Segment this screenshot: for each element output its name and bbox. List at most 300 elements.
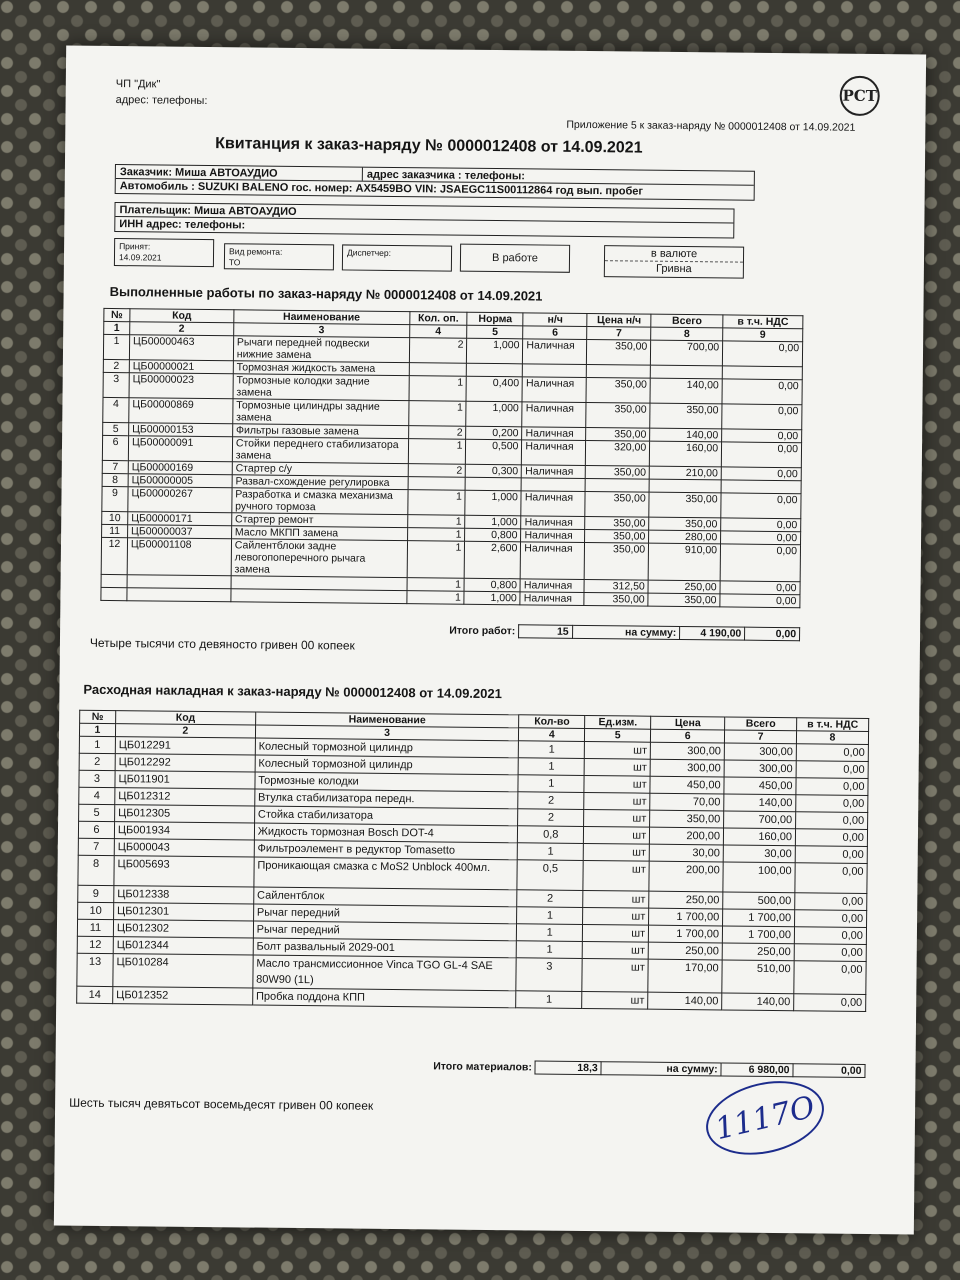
materials-cell: ЦБ012338 (114, 886, 254, 904)
works-cell: 0,300 (466, 464, 522, 478)
materials-cell: 0,00 (794, 994, 866, 1012)
works-cell: 0,800 (464, 578, 520, 592)
works-header-number-cell: 8 (651, 327, 723, 341)
repair-type-label: Вид ремонта: (229, 246, 283, 257)
materials-cell: ЦБ010284 (113, 954, 253, 988)
materials-cell: Проникающая смазка с MoS2 Unblock 400мл. (254, 857, 518, 890)
works-cell: 2 (409, 338, 467, 364)
works-cell (101, 587, 127, 600)
works-cell: 0,00 (722, 404, 802, 430)
works-cell: Наличная (520, 592, 584, 606)
works-cell: 1 (407, 528, 465, 542)
materials-cell: ЦБ011901 (115, 771, 255, 789)
materials-cell: шт (585, 741, 651, 759)
status-box (460, 244, 570, 273)
materials-cell: 300,00 (650, 759, 724, 777)
materials-cell: Жидкость тормозная Bosch DOT-4 (254, 823, 518, 843)
materials-cell: шт (583, 860, 649, 891)
materials-cell: ЦБ000043 (114, 839, 254, 857)
works-cell (467, 363, 523, 377)
materials-cell: 12 (77, 936, 113, 953)
materials-cell: 500,00 (723, 892, 795, 910)
materials-cell: Пробка поддона КПП (252, 988, 516, 1008)
works-header-cell: н/ч (523, 313, 587, 327)
materials-total-qty: 18,3 (535, 1061, 601, 1075)
materials-cell: Сайлентблок (253, 887, 517, 907)
materials-cell: Рычаг передний (253, 904, 517, 924)
works-cell (466, 477, 522, 491)
car-info: Автомобиль : SUZUKI BALENO гос. номер: AX5459BO VIN: JSAEGC11S00112864 год вып. пробег (119, 180, 644, 198)
works-cell: Наличная (522, 377, 586, 403)
materials-cell: ЦБ012302 (113, 920, 253, 938)
accepted-label: Принят: (119, 241, 151, 252)
materials-cell: 3 (516, 958, 582, 992)
works-cell: 312,50 (584, 579, 648, 593)
works-cell: 5 (103, 422, 129, 435)
works-cell: 2 (408, 464, 466, 478)
works-cell: 1 (407, 578, 465, 592)
works-header-cell: в т.ч. НДС (723, 315, 803, 329)
works-cell: 350,00 (648, 593, 720, 607)
handwritten-note-text: 1117O (711, 1089, 819, 1147)
works-header-cell: Всего (651, 314, 723, 328)
works-cell: ЦБ00000169 (128, 461, 232, 475)
works-cell: 0,400 (466, 376, 522, 402)
materials-header-number-cell: 8 (796, 731, 868, 745)
currency-label: в валюте (605, 246, 743, 262)
materials-cell: 0,00 (795, 863, 867, 894)
works-cell: Наличная (522, 402, 586, 428)
materials-cell: 350,00 (650, 810, 724, 828)
works-cell: 350,00 (587, 339, 651, 365)
works-cell: 250,00 (648, 580, 720, 594)
works-cell: ЦБ00000037 (128, 525, 232, 539)
materials-cell: ЦБ005693 (114, 856, 254, 887)
works-cell: 1 (407, 515, 465, 529)
materials-cell: 0,00 (795, 910, 867, 928)
works-cell: ЦБ00000023 (129, 373, 233, 399)
works-cell: 2 (103, 359, 129, 372)
customer-address: адрес заказчика : телефоны: (362, 168, 525, 183)
materials-header-number-cell: 5 (585, 728, 651, 742)
works-cell: 1 (406, 591, 464, 605)
works-cell: 280,00 (649, 530, 721, 544)
materials-cell: ЦБ001934 (114, 822, 254, 840)
customer-info-box (115, 164, 755, 201)
materials-cell: ЦБ012312 (115, 788, 255, 806)
materials-cell: 2 (79, 753, 115, 770)
payer-info-box (114, 202, 734, 238)
works-cell: ЦБ00000171 (128, 512, 232, 526)
company-header (116, 76, 208, 109)
works-cell: ЦБ00000153 (129, 423, 233, 437)
company-contacts: адрес: телефоны: (115, 94, 208, 108)
works-cell: 140,00 (650, 378, 722, 404)
works-cell: 1,000 (465, 515, 521, 529)
materials-cell: 1 (517, 941, 583, 959)
works-header-number-cell: 7 (587, 326, 651, 340)
works-cell: 700,00 (651, 340, 723, 366)
materials-cell: Фильтроэлемент в редуктор Tomasetto (254, 840, 518, 860)
works-cell (649, 479, 721, 493)
works-total-vat: 0,00 (745, 627, 800, 641)
works-cell: Наличная (520, 579, 584, 593)
materials-cell: 140,00 (722, 993, 794, 1011)
works-header-number-cell: 2 (130, 322, 234, 336)
works-cell: ЦБ00000267 (128, 487, 232, 513)
materials-cell: 450,00 (650, 776, 724, 794)
works-cell: ЦБ00000869 (129, 398, 233, 424)
materials-header-number-cell: 7 (725, 730, 797, 744)
works-cell: 350,00 (586, 465, 650, 479)
materials-cell: ЦБ012292 (115, 754, 255, 772)
materials-total-row (365, 1059, 865, 1077)
works-cell: Наличная (521, 529, 585, 543)
works-header-number-cell: 6 (523, 326, 587, 340)
works-cell: 0,00 (722, 341, 802, 367)
materials-cell: 200,00 (650, 827, 724, 845)
materials-cell: шт (584, 826, 650, 844)
materials-cell: шт (582, 958, 648, 992)
materials-cell: 0,00 (796, 812, 868, 830)
works-cell: 210,00 (649, 466, 721, 480)
works-cell: 1 (408, 401, 466, 427)
customer-name: Заказчик: Миша АВТОАУДИО (119, 166, 278, 180)
materials-cell: Стойка стабилизатора (254, 806, 518, 826)
materials-cell: 1 (518, 843, 584, 861)
works-cell: Стартер с/у (232, 462, 408, 477)
materials-cell: 1 (516, 991, 582, 1009)
materials-cell: Рычаг передний (253, 921, 517, 941)
materials-cell: 1 700,00 (723, 909, 795, 927)
materials-cell: ЦБ012344 (113, 937, 253, 955)
materials-cell: 2 (518, 792, 584, 810)
works-cell: 350,00 (586, 377, 650, 403)
works-cell: Сайлентблоки задне левогопоперечного рычага замена (231, 539, 407, 578)
materials-header-cell: Код (116, 711, 256, 725)
materials-cell: 70,00 (650, 793, 724, 811)
materials-cell: 0,00 (796, 778, 868, 796)
materials-header-cell: Всего (725, 717, 797, 731)
handwritten-note (699, 1070, 832, 1166)
works-cell: 1,000 (467, 338, 523, 364)
materials-cell: шт (583, 890, 649, 908)
works-cell: 350,00 (649, 492, 721, 518)
materials-cell: 0,00 (796, 761, 868, 779)
materials-cell: 1 700,00 (649, 908, 723, 926)
materials-header-cell: Наименование (255, 712, 519, 728)
works-cell: 910,00 (648, 543, 720, 581)
materials-table (76, 710, 869, 1012)
payer-inn: ИНН адрес: телефоны: (119, 218, 246, 232)
materials-cell: шт (583, 924, 649, 942)
works-cell (521, 478, 585, 492)
works-cell: Тормозные цилиндры задние замена (233, 399, 409, 426)
appendix-note: Приложение 5 к заказ-наряду № 0000012408 от 14.09.2021 (566, 118, 856, 134)
materials-cell: Болт развальный 2029-001 (253, 938, 517, 958)
materials-cell: 14 (77, 986, 113, 1003)
materials-cell: 0,00 (794, 927, 866, 945)
works-header-cell: Цена н/ч (587, 314, 651, 328)
materials-cell: 510,00 (722, 960, 794, 994)
materials-cell: ЦБ012291 (115, 737, 255, 755)
works-cell: Наличная (521, 542, 585, 580)
materials-cell: 2 (517, 890, 583, 908)
works-cell: 0,00 (720, 594, 800, 608)
works-cell: Разработка и смазка механизма ручного тормоза (232, 488, 408, 515)
works-header-number-cell: 5 (467, 325, 523, 339)
materials-cell: шт (582, 991, 648, 1009)
materials-cell: шт (583, 907, 649, 925)
works-cell: 0,00 (721, 518, 801, 532)
works-cell: 2,600 (465, 541, 521, 579)
materials-cell: 8 (78, 855, 114, 885)
currency-box (604, 245, 744, 278)
accepted-value: 14.09.2021 (118, 252, 162, 263)
works-cell: 11 (102, 524, 128, 537)
works-cell: 4 (103, 397, 129, 422)
works-cell: 0,00 (722, 379, 802, 405)
works-cell: 160,00 (650, 441, 722, 467)
materials-cell: 9 (78, 885, 114, 902)
materials-cell: 7 (78, 838, 114, 855)
dispatcher-label: Диспетчер: (346, 247, 392, 258)
works-total-table (420, 623, 800, 641)
materials-cell: 3 (79, 770, 115, 787)
works-cell: Стойки переднего стабилизатора замена (232, 437, 408, 464)
materials-cell: 140,00 (648, 992, 722, 1010)
materials-cell: ЦБ012352 (113, 987, 253, 1005)
works-cell: Фильтры газовые замена (232, 424, 408, 439)
works-cell: 0,800 (465, 528, 521, 542)
materials-cell: 1 700,00 (649, 925, 723, 943)
works-cell: 350,00 (584, 542, 648, 580)
works-cell: Рычаги передней подвески нижние замена (233, 336, 409, 363)
works-header-cell: Кол. оп. (409, 312, 467, 326)
works-total-sum: 4 190,00 (680, 626, 745, 640)
works-cell: 0,200 (466, 426, 522, 440)
works-cell: 0,00 (720, 581, 800, 595)
works-cell: Наличная (522, 465, 586, 479)
works-cell: ЦБ00000463 (129, 335, 233, 361)
materials-header-cell: Кол-во (519, 715, 585, 729)
materials-header-cell: в т.ч. НДС (797, 718, 869, 732)
works-cell: 0,00 (720, 544, 800, 582)
materials-cell: Масло трансмиссионное Vinca TGO GL-4 SAE 80W90 (1L) (253, 955, 517, 991)
materials-cell: ЦБ012305 (115, 805, 255, 823)
materials-cell: 250,00 (722, 943, 794, 961)
works-cell: 350,00 (585, 516, 649, 530)
payer-name: Плательщик: Миша АВТОАУДИО (119, 204, 297, 218)
materials-cell: 0,00 (795, 893, 867, 911)
works-cell: 8 (102, 473, 128, 486)
materials-cell: 13 (77, 953, 113, 986)
works-cell: 350,00 (584, 592, 648, 606)
materials-cell: 0,00 (796, 795, 868, 813)
materials-cell: 0,00 (794, 944, 866, 962)
works-cell (231, 589, 407, 604)
works-cell: 0,500 (466, 439, 522, 465)
works-header-number-cell: 9 (723, 328, 803, 342)
materials-cell: 1 700,00 (722, 926, 794, 944)
works-cell: 0,00 (721, 531, 801, 545)
materials-header-cell: № (80, 710, 116, 723)
works-cell: 350,00 (649, 517, 721, 531)
materials-cell: 0,00 (795, 846, 867, 864)
works-cell: 1 (103, 334, 129, 359)
works-cell: 140,00 (650, 428, 722, 442)
works-heading: Выполненные работы по заказ-наряду № 0000012408 от 14.09.2021 (109, 283, 543, 304)
works-sum-label: на сумму: (572, 625, 680, 639)
works-cell: Масло МКПП замена (231, 526, 407, 541)
works-cell: Стартер ремонт (232, 513, 408, 528)
works-total-qty: 15 (519, 625, 572, 639)
works-cell: 1,000 (464, 591, 520, 605)
materials-cell: шт (584, 775, 650, 793)
works-cell: 12 (101, 537, 127, 574)
works-total-in-words: Четыре тысячи сто девяносто гривен 00 копеек (89, 635, 355, 653)
materials-cell: 0,00 (795, 829, 867, 847)
works-cell: Наличная (521, 516, 585, 530)
works-cell: 1,000 (465, 490, 521, 516)
works-cell: ЦБ00001108 (127, 538, 231, 576)
materials-cell: 1 (518, 775, 584, 793)
works-total-row (420, 624, 800, 641)
materials-total-sum: 6 980,00 (721, 1063, 793, 1077)
works-table (100, 308, 803, 608)
materials-cell: 250,00 (648, 942, 722, 960)
works-header-cell: № (104, 308, 130, 321)
materials-cell: Колесный тормозной цилиндр (255, 755, 519, 775)
works-cell: 6 (102, 435, 128, 460)
works-cell: ЦБ00000021 (129, 360, 233, 374)
company-name: ЧП "Дик" (115, 78, 161, 91)
works-cell: ЦБ00000005 (128, 474, 232, 488)
materials-cell: 300,00 (724, 743, 796, 761)
document-title: Квитанция к заказ-наряду № 0000012408 от 14.09.2021 (215, 135, 643, 157)
works-cell (721, 480, 801, 494)
status-text: В работе (492, 252, 538, 265)
works-cell (587, 364, 651, 378)
works-cell: 3 (103, 372, 129, 397)
materials-header-number-cell: 1 (79, 723, 115, 736)
works-cell (101, 574, 127, 587)
works-header-number-cell: 3 (233, 323, 409, 338)
materials-header-number-cell: 2 (115, 724, 255, 738)
materials-cell: Колесный тормозной цилиндр (255, 738, 519, 758)
materials-total-vat: 0,00 (793, 1064, 865, 1078)
works-cell: 0,00 (722, 429, 802, 443)
works-cell: 350,00 (586, 402, 650, 428)
materials-cell: 0,00 (794, 961, 866, 995)
works-cell (127, 575, 231, 589)
materials-cell: шт (583, 843, 649, 861)
works-cell (523, 364, 587, 378)
materials-cell: 0,8 (518, 826, 584, 844)
materials-total-in-words: Шесть тысяч девятьсот восемьдесят гривен 00 копеек (69, 1095, 374, 1113)
materials-cell: шт (584, 758, 650, 776)
materials-cell: 30,00 (649, 844, 723, 862)
works-header-cell: Норма (467, 312, 523, 326)
materials-cell: Втулка стабилизатора передн. (254, 789, 518, 809)
works-cell: Наличная (521, 491, 585, 517)
works-cell: Наличная (522, 427, 586, 441)
materials-cell: 160,00 (723, 828, 795, 846)
works-cell: 0,00 (721, 442, 801, 468)
materials-header-number-cell: 3 (255, 725, 519, 741)
materials-header-cell: Ед.изм. (585, 715, 651, 729)
works-cell: 1 (407, 490, 465, 516)
works-cell (650, 365, 722, 379)
works-cell (722, 366, 802, 380)
materials-cell: 1 (519, 741, 585, 759)
materials-cell: 700,00 (724, 811, 796, 829)
materials-cell: 100,00 (723, 862, 795, 893)
rst-certification-logo: РСТ (840, 76, 880, 116)
works-cell (127, 588, 231, 602)
materials-cell: 1 (517, 907, 583, 925)
document-sheet (54, 46, 926, 1235)
works-cell: 0,00 (721, 493, 801, 519)
materials-cell: 140,00 (724, 794, 796, 812)
materials-cell: 11 (77, 919, 113, 936)
works-cell: 1 (407, 541, 465, 579)
materials-cell: шт (582, 941, 648, 959)
materials-cell: 300,00 (724, 760, 796, 778)
materials-header-cell: Цена (651, 716, 725, 730)
works-cell: 9 (102, 486, 128, 511)
materials-heading: Расходная накладная к заказ-наряду № 0000012408 от 14.09.2021 (83, 681, 502, 702)
materials-cell: 450,00 (724, 777, 796, 795)
works-cell: 350,00 (650, 403, 722, 429)
works-cell: ЦБ00000091 (128, 436, 232, 462)
materials-cell: шт (584, 792, 650, 810)
materials-sum-label: на сумму: (601, 1062, 721, 1076)
materials-cell: Тормозные колодки (255, 772, 519, 792)
works-cell: 1 (409, 376, 467, 402)
works-cell: 1 (408, 439, 466, 465)
works-cell: Наличная (523, 339, 587, 365)
materials-cell: 1 (517, 924, 583, 942)
works-cell: 350,00 (585, 491, 649, 517)
works-cell: 2 (408, 426, 466, 440)
works-cell: 1,000 (466, 401, 522, 427)
works-cell: 320,00 (586, 440, 650, 466)
materials-cell: 5 (79, 804, 115, 821)
materials-cell: 6 (78, 821, 114, 838)
materials-cell: 30,00 (723, 845, 795, 863)
materials-cell: 0,00 (796, 744, 868, 762)
materials-cell: 0,5 (517, 860, 583, 891)
works-cell: 7 (102, 460, 128, 473)
materials-cell: 2 (518, 809, 584, 827)
materials-cell: 170,00 (648, 959, 722, 993)
materials-cell: 4 (79, 787, 115, 804)
works-cell: Тормозная жидкость замена (233, 361, 409, 376)
repair-type-value: ТО (228, 257, 241, 268)
works-cell: 10 (102, 511, 128, 524)
works-cell: 350,00 (585, 529, 649, 543)
accepted-field (114, 238, 214, 267)
works-cell (585, 478, 649, 492)
materials-cell: шт (584, 809, 650, 827)
materials-cell: ЦБ012301 (114, 903, 254, 921)
works-cell (409, 363, 467, 377)
works-header-number-cell: 1 (104, 321, 130, 334)
materials-cell: 1 (79, 736, 115, 753)
works-header-cell: Наименование (234, 310, 410, 325)
materials-cell: 1 (518, 758, 584, 776)
